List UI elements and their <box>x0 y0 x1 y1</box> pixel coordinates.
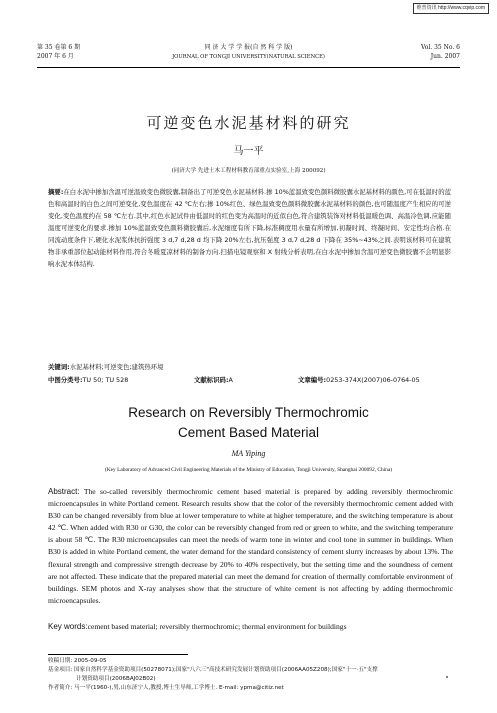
title-en-line1: Research on Reversibly Thermochromic <box>128 405 369 420</box>
header-rule <box>37 67 460 68</box>
abstract-cn-text: 在白水泥中掺加含温可逆温致变色微胶囊,制备出了可逆变色水泥基材料.掺 10%蓝温致变色颜料微胶囊水泥基材料的颜色,可在低温时的蓝色和高温时的白色之间可逆变化,变色温度在 42 ℃左右;掺 10%红色、绿色温致变色颜料微胶囊水泥基材料的颜色,也可随温度产生相应的可逆变化,变色温度约在 58 ℃左右.其中,红色水泥试件由低温时的红色变为高温时的近似白色,符合建筑装饰对材料低温暖色调、高温冷色调,应能随温度可逆变化的要求.掺加 10%蓝温致变色颜料微胶囊后,水泥细度有所下降,标准稠度用水量有所增加,初凝时间、终凝时间、安定性均合格.在同流动度条件下,硬化水泥浆体抗折强度 3 d,7 d,28 d 均下降 20%左右,抗压强度 3 d,7 d,28 d 下降在 35%~43%之间.表明该材料可在建筑物非承重部位起动能材料作用,符合冬暖夏凉材料的制备方向.扫描电镜观察和 X 射线分析表明,在白水泥中掺加含温可逆变色微胶囊不会明显影响水泥本体结构. <box>48 188 451 268</box>
keywords-cn <box>48 362 164 371</box>
keywords-en-text: cement based material; reversibly thermochromic; thermal environment for buildings <box>87 622 347 631</box>
footnote <box>48 657 458 693</box>
clc-number <box>48 375 128 384</box>
abstract-cn-label: 摘要: <box>48 188 64 196</box>
author-cn: 马一平 <box>233 146 264 157</box>
keywords-en <box>48 621 453 633</box>
author-en: MA Yiping <box>231 449 266 458</box>
abstract-cn <box>48 186 451 270</box>
abstract-en <box>48 486 453 607</box>
issue-volume: 第 35 卷第 6 期 <box>37 44 81 51</box>
article-number <box>298 375 420 384</box>
footnote-fund: 基金项目: 国家自然科学基金资助项目(50278071);国家"八六三"高技术研究发展计划资助项目(2006AA05Z208);国家"十一·五"支撑 <box>48 667 378 673</box>
affiliation-cn: (同济大学 先进土木工程材料教育部重点实验室,上海 200092) <box>171 168 326 174</box>
footnote-rule <box>48 654 188 655</box>
title-en-line2: Cement Based Material <box>177 425 320 440</box>
keywords-cn-text: 水泥基材料;可逆变色;建筑热环境 <box>69 363 164 371</box>
page-title-en <box>0 403 497 443</box>
page-mark <box>446 676 448 678</box>
footnote-author: 作者简介: 马一平(1960-),男,山东济宁人,教授,博士生导师,工学博士. E-mail: ypma@citiz.net <box>48 685 284 691</box>
footnote-fund-cont: 计划资助项目(2006BAJ02B02) <box>76 676 156 682</box>
clc-label: 中图分类号: <box>48 376 83 384</box>
volume-info <box>421 44 460 61</box>
page-title-cn: 可逆变色水泥基材料的研究 <box>146 114 351 132</box>
watermark-label: 维普资讯 http://www.cqvip.com <box>413 3 489 14</box>
journal-name-en: JOURNAL OF TONGJI UNIVERSITY(NATURAL SCIENCE) <box>172 53 325 60</box>
issue-date: 2007 年 6 月 <box>37 52 74 60</box>
document-code-label: 文献标识码: <box>194 376 229 384</box>
keywords-cn-label: 关键词: <box>48 363 70 371</box>
abstract-en-label: Abstract: <box>48 487 80 496</box>
clc-value: TU 50; TU 528 <box>82 376 129 384</box>
abstract-en-text: The so-called reversibly thermochromic cement based material is prepared by adding reversibly thermochromic microencapsules in white Portland cement. Research results show that the color of the reversibly thermochromic cement added with B30 can be changed reversibly from blue at lower temperature to white at higher temperature, and the switching temperature is about 42 ℃. When added with R30 or G30, the color can be reversibly changed from red or green to white, and the switching temperature is about 58 ℃. The R30 microencapsules can meet the needs of warm tone in winter and cool tone in summer in buildings. When B30 is added in white Portland cement, the water demand for the standard consistency of cement slurry increases by about 13%. The flexural strength and compressive strength decrease by 20% to 40% respectively, but the setting time and the soundness of cement are not affected. These indicate that the prepared material can meet the demand for creation of thermally comfortable environment of buildings. SEM photos and X-ray analyses show that the structure of white cement is not affecting by adding thermochromic microencapsules. <box>48 487 454 605</box>
footnote-received: 收稿日期: 2005-09-05 <box>48 658 107 664</box>
volume-date: Jun. 2007 <box>430 52 460 60</box>
volume-number: Vol. 35 No. 6 <box>420 44 460 51</box>
document-code <box>194 375 233 384</box>
article-number-value: 0253-374X(2007)06-0764-05 <box>326 376 420 384</box>
article-number-label: 文章编号: <box>298 376 327 384</box>
journal-name-cn: 同 济 大 学 学 报(自 然 科 学 版) <box>204 44 293 51</box>
keywords-en-label: Key words: <box>48 622 88 631</box>
document-code-value: A <box>228 376 233 384</box>
affiliation-en: (Key Laboratory of Advanced Civil Engineering Materials of the Ministry of Education, Tongji University, Shanghai 200092, China) <box>104 467 393 473</box>
